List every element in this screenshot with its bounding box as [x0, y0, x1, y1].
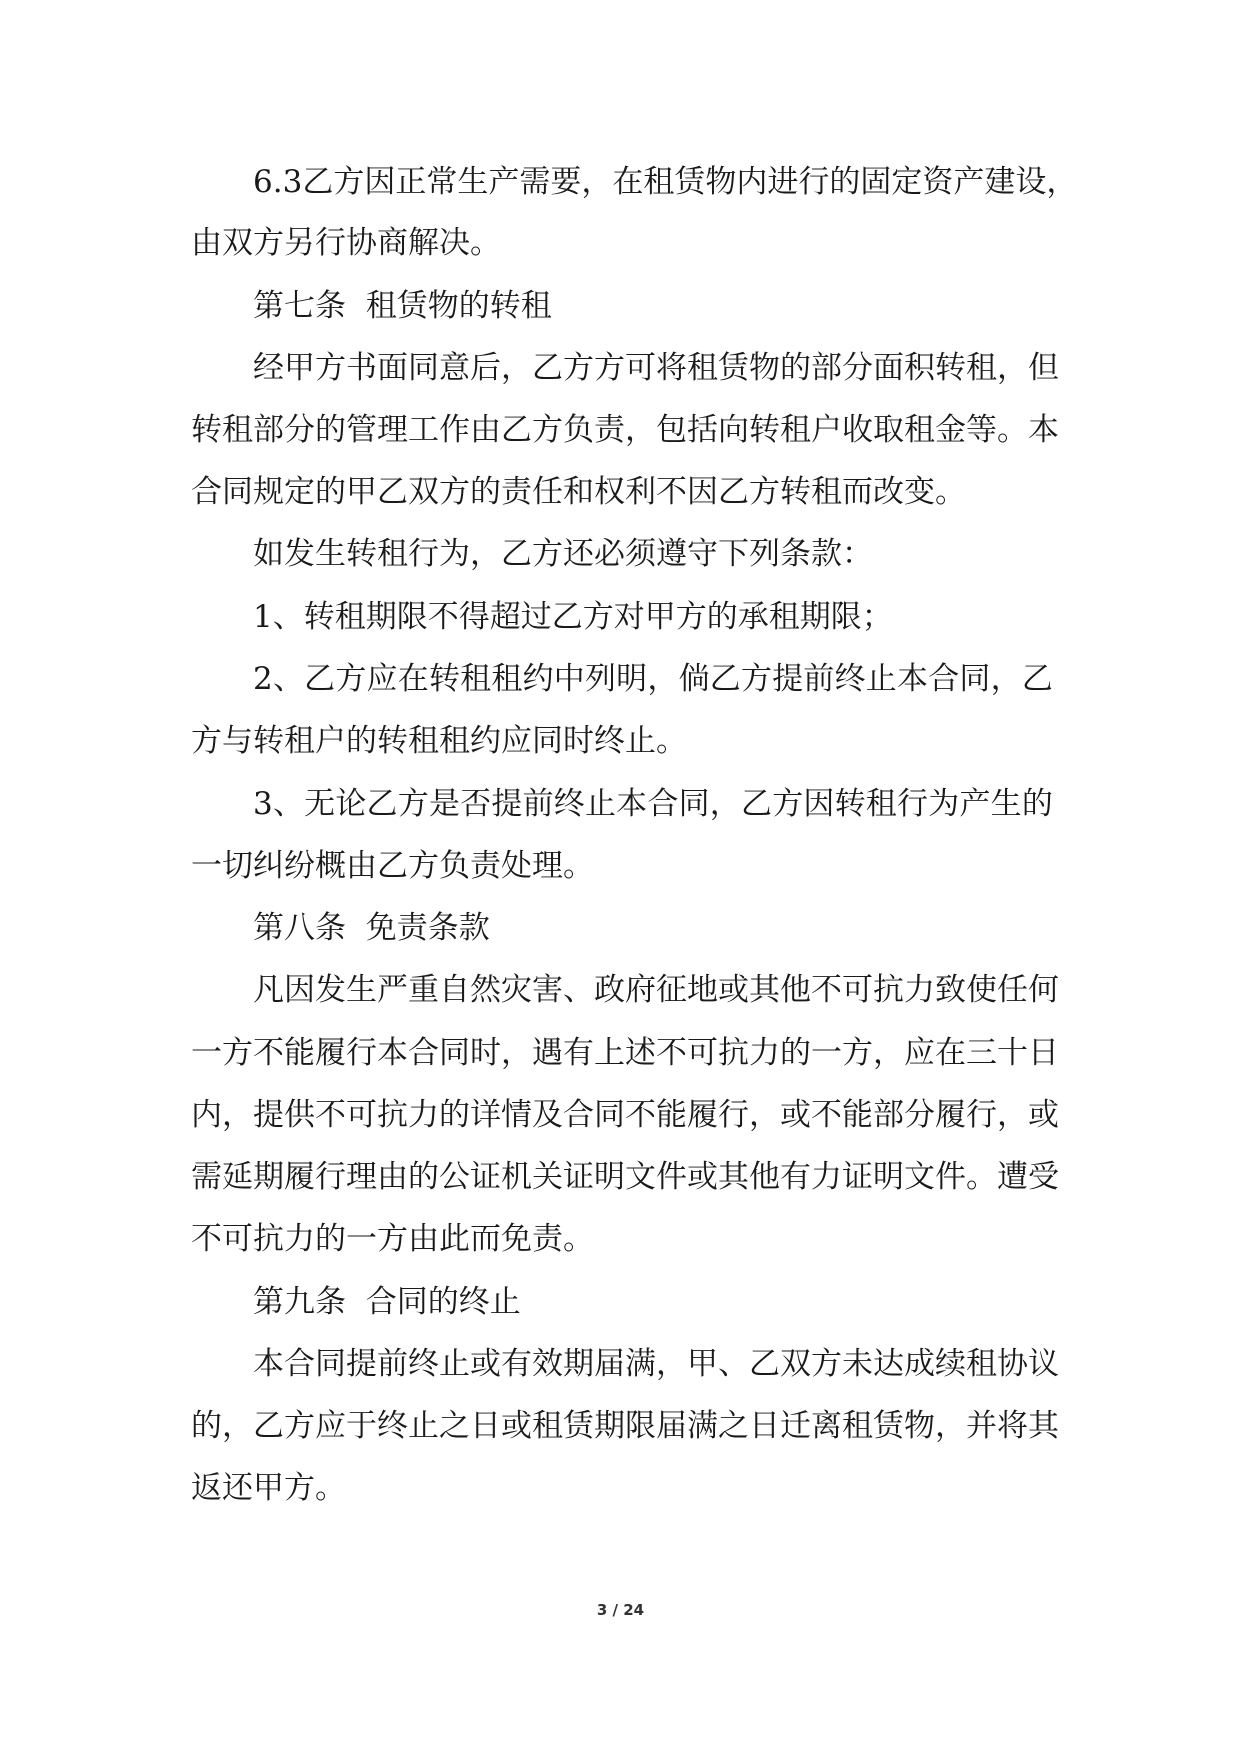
- section-heading: [0, 276, 1241, 336]
- list-item-text: 方与转租户的转租租约应同时终止。: [191, 723, 687, 759]
- paragraph-text: 本 合 同 提 前 终 止 或 有 效 期 届 满 ， 甲 、 乙 双 方 未 达 成 续 租 协 议: [253, 1346, 1059, 1382]
- list-item: [0, 587, 1241, 647]
- list-item-text: 一切纠纷概由乙方负责处理。: [191, 848, 594, 884]
- section-heading: [0, 1272, 1241, 1332]
- paragraph-text: 不可抗力的一方由此而免责。: [191, 1221, 594, 1257]
- section-heading-text: 第八条 免责条款: [253, 910, 490, 946]
- paragraph-text: 一 方 不 能 履 行 本 合 同 时 ， 遇 有 上 述 不 可 抗 力 的 一 方 ， 应 在 三 十 日: [191, 1035, 1059, 1071]
- paragraph-text: 转 租 部 分 的 管 理 工 作 由 乙 方 负 责 ， 包 括 向 转 租 户 收 取 租 金 等 。 本: [191, 412, 1059, 448]
- paragraph-line: [191, 1085, 1059, 1145]
- paragraph-line: [191, 1396, 1059, 1456]
- paragraph-text: 凡 因 发 生 严 重 自 然 灾 害 、 政 府 征 地 或 其 他 不 可 抗 力 致 使 任 何: [253, 972, 1059, 1008]
- list-item-text: 2 、 乙 方 应 在 转 租 租 约 中 列 明 ， 倘 乙 方 提 前 终 止 本 合 同 ， 乙: [253, 661, 1053, 697]
- paragraph-line: [253, 152, 1078, 212]
- list-item-continuation: [0, 711, 1241, 771]
- list-item-continuation: [0, 836, 1241, 896]
- list-item: [253, 649, 1053, 709]
- paragraph-text: 如发生转租行为，乙方还必须遵守下列条款：: [253, 536, 873, 572]
- paragraph-text: 内 ， 提 供 不 可 抗 力 的 详 情 及 合 同 不 能 履 行 ， 或 不 能 部 分 履 行 ， 或: [191, 1097, 1059, 1133]
- paragraph-text: 由双方另行协商解决。: [191, 225, 501, 261]
- paragraph-text: 经 甲 方 书 面 同 意 后 ， 乙 方 方 可 将 租 赁 物 的 部 分 面 积 转 租 ， 但: [253, 350, 1059, 386]
- paragraph-line: [0, 213, 1241, 273]
- paragraph-line: [253, 1334, 1059, 1394]
- list-item-text: 1、转租期限不得超过乙方对甲方的承租期限；: [253, 599, 893, 635]
- paragraph-line: [191, 1147, 1059, 1207]
- paragraph-line: [253, 338, 1059, 398]
- paragraph-line: [0, 462, 1241, 522]
- paragraph-line: [0, 1209, 1241, 1269]
- section-heading-text: 第九条 合同的终止: [253, 1284, 521, 1320]
- section-heading: [0, 898, 1241, 958]
- paragraph-text: 合同规定的甲乙双方的责任和权利不因乙方转租而改变。: [191, 474, 966, 510]
- list-item: [253, 774, 1053, 834]
- section-heading-text: 第七条 租赁物的转租: [253, 288, 552, 324]
- paragraph-line: [191, 400, 1059, 460]
- paragraph-line: [0, 1458, 1241, 1518]
- paragraph-text: 返还甲方。: [191, 1470, 346, 1506]
- paragraph-line: [253, 960, 1059, 1020]
- paragraph-text: 的 ， 乙 方 应 于 终 止 之 日 或 租 赁 期 限 届 满 之 日 迁 离 租 赁 物 ， 并 将 其: [191, 1408, 1059, 1444]
- paragraph-text: 6 . 3 乙 方 因 正 常 生 产 需 要 ， 在 租 赁 物 内 进 行 的 固 定 资 产 建 设 ，: [253, 164, 1078, 200]
- list-item-text: 3 、 无 论 乙 方 是 否 提 前 终 止 本 合 同 ， 乙 方 因 转 租 行 为 产 生 的: [253, 786, 1053, 822]
- paragraph-line: [0, 524, 1241, 584]
- page-number: 3 / 24: [596, 1601, 645, 1619]
- paragraph-line: [191, 1023, 1059, 1083]
- paragraph-text: 需 延 期 履 行 理 由 的 公 证 机 关 证 明 文 件 或 其 他 有 力 证 明 文 件 。 遭 受: [191, 1159, 1059, 1195]
